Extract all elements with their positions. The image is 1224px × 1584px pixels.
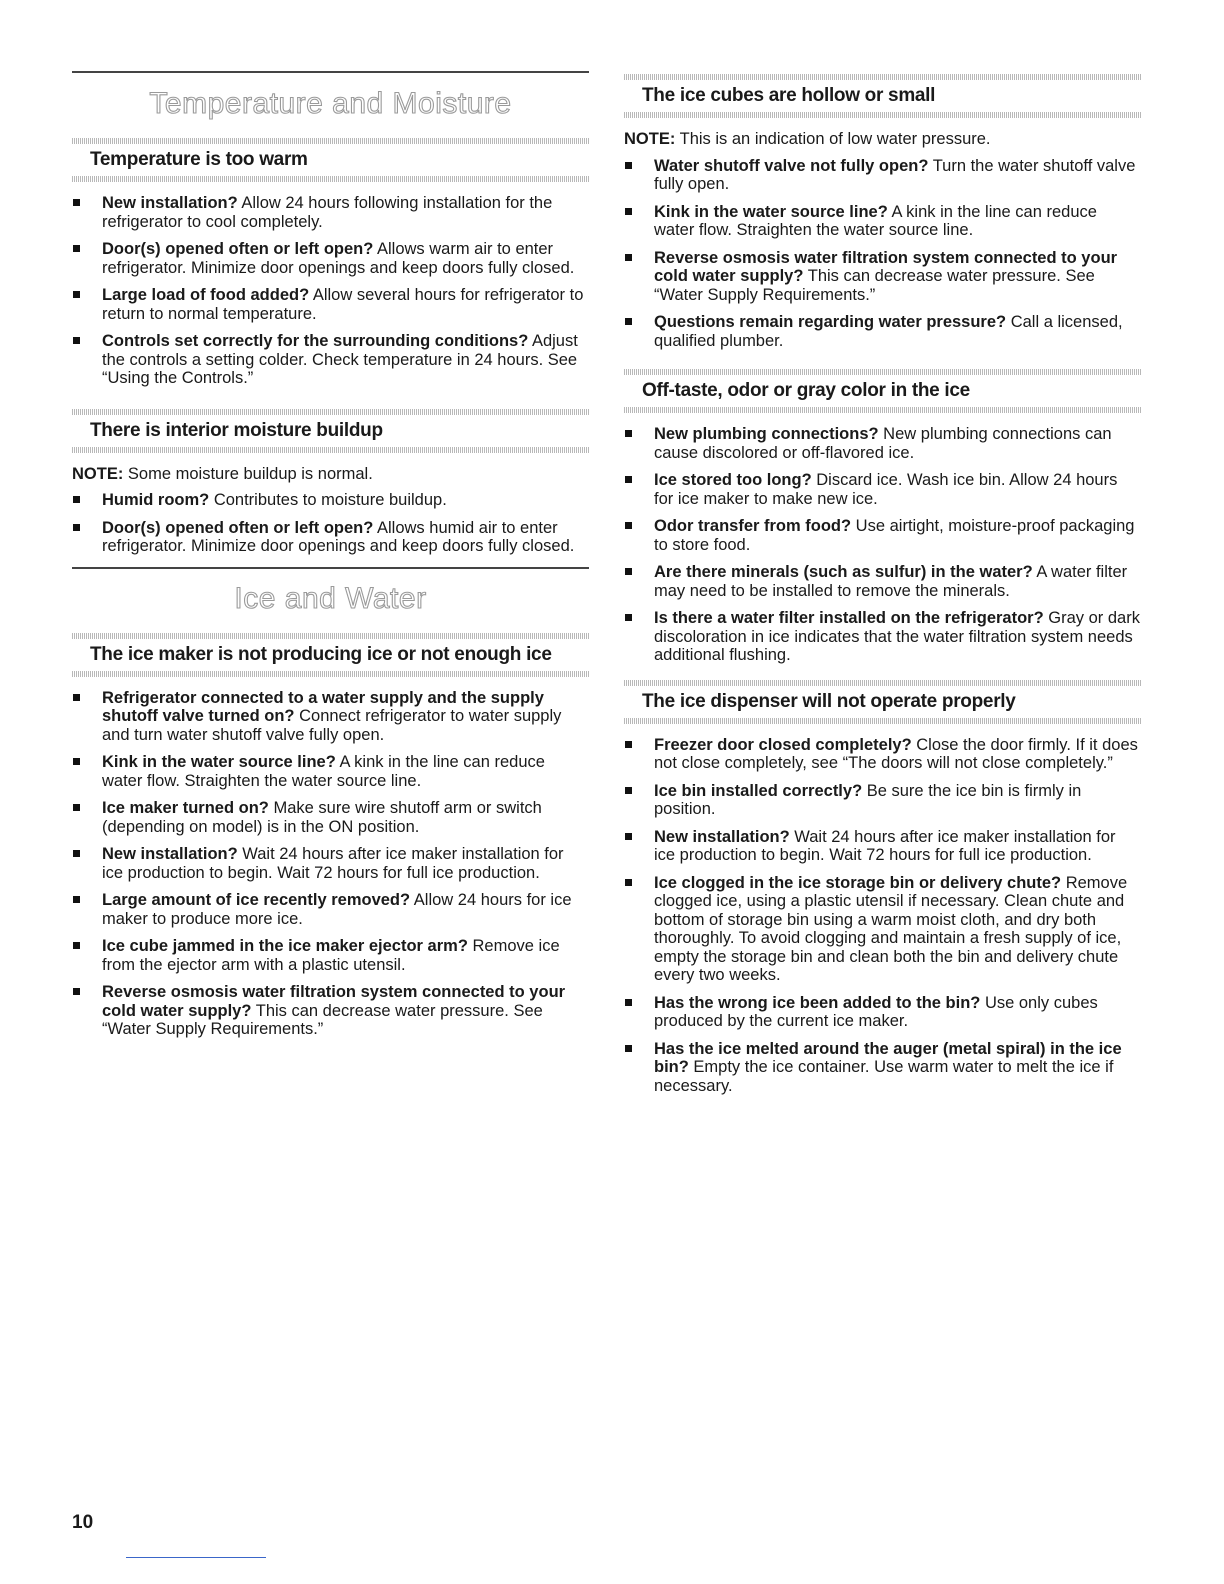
list-item [72, 519, 589, 556]
list-item [624, 609, 1141, 665]
item-answer: Turn the water shutoff valve fully open. [654, 156, 1136, 193]
item-answer: This can decrease water pressure. See “Water Supply Requirements.” [654, 267, 1095, 304]
note-label: NOTE: [624, 130, 676, 148]
square-bullet-icon [625, 879, 632, 886]
square-bullet-icon [73, 694, 80, 701]
item-answer: Discard ice. Wash ice bin. Allow 24 hours for ice maker to make new ice. [654, 471, 1118, 508]
list-item [72, 689, 589, 745]
item-question: Humid room? [102, 491, 210, 509]
section-title-ice-water: Ice and Water [234, 581, 427, 615]
too-warm-list [72, 194, 589, 388]
square-bullet-icon [73, 758, 80, 765]
item-question: Reverse osmosis water filtration system connected to your cold water supply? [654, 248, 1118, 285]
note-text: Some moisture buildup is normal. [123, 464, 373, 483]
list-item [624, 471, 1141, 508]
square-bullet-icon [73, 524, 80, 531]
item-question: New installation? [102, 845, 238, 863]
item-answer: Contributes to moisture buildup. [209, 491, 447, 509]
subsection-heading-hollow: The ice cubes are hollow or small [642, 85, 936, 106]
list-item [72, 240, 589, 277]
list-item [72, 753, 589, 790]
item-question: Freezer door closed completely? [654, 735, 912, 754]
item-question: New installation? [654, 827, 790, 846]
item-question: Kink in the water source line? [654, 202, 888, 221]
square-bullet-icon [73, 804, 80, 811]
list-item [72, 891, 589, 928]
item-answer: Gray or dark discoloration in ice indicates that the water filtration system needs additional flushing. [654, 609, 1140, 664]
square-bullet-icon [73, 942, 80, 949]
item-answer: Use airtight, moisture-proof packaging to store food. [654, 517, 1135, 554]
footer-line [126, 1557, 266, 1558]
list-item [624, 313, 1141, 350]
square-bullet-icon [625, 162, 632, 169]
note-text: This is an indication of low water pressure. [675, 130, 991, 148]
square-bullet-icon [625, 476, 632, 483]
list-item [624, 994, 1141, 1031]
list-item [72, 194, 589, 231]
list-item [72, 983, 589, 1039]
list-item [624, 874, 1141, 985]
list-item [624, 563, 1141, 600]
item-answer: Use only cubes produced by the current ice maker. [654, 993, 1098, 1030]
item-answer: A kink in the line can reduce water flow. Straighten the water source line. [654, 202, 1097, 239]
item-question: Refrigerator connected to a water supply and the supply shutoff valve turned on? [102, 688, 544, 725]
subsection-heading-not-producing: The ice maker is not producing ice or not enough ice [90, 643, 552, 665]
item-question: Has the wrong ice been added to the bin? [654, 993, 981, 1012]
subsection-heading-moisture: There is interior moisture buildup [90, 419, 383, 441]
square-bullet-icon [73, 199, 80, 206]
item-answer: Empty the ice container. Use warm water to melt the ice if necessary. [654, 1058, 1114, 1095]
subsection-heading-off-taste: Off-taste, odor or gray color in the ice [642, 380, 970, 401]
item-question: New plumbing connections? [654, 425, 879, 443]
list-item [624, 249, 1141, 305]
list-item [624, 1040, 1141, 1096]
moisture-list [72, 491, 589, 556]
list-item [624, 425, 1141, 462]
list-item [72, 491, 589, 510]
item-question: Ice stored too long? [654, 471, 812, 489]
moisture-note [72, 465, 589, 484]
item-answer: Remove ice from the ejector arm with a plastic utensil. [102, 937, 560, 974]
square-bullet-icon [73, 896, 80, 903]
square-bullet-icon [625, 741, 632, 748]
list-item [72, 332, 589, 388]
list-item [624, 517, 1141, 554]
item-question: Kink in the water source line? [102, 753, 336, 771]
item-answer: Wait 24 hours after ice maker installation for ice production to begin. Wait 72 hours for full ice production. [102, 845, 564, 882]
item-question: Large load of food added? [102, 286, 310, 304]
square-bullet-icon [73, 988, 80, 995]
list-item [72, 845, 589, 882]
item-question: Ice maker turned on? [102, 799, 269, 817]
item-answer: Allow several hours for refrigerator to return to normal temperature. [102, 286, 584, 323]
item-answer: A water filter may need to be installed to remove the minerals. [654, 563, 1128, 600]
item-question: Controls set correctly for the surrounding conditions? [102, 332, 529, 350]
item-question: Ice cube jammed in the ice maker ejector arm? [102, 937, 468, 955]
square-bullet-icon [625, 254, 632, 261]
square-bullet-icon [625, 833, 632, 840]
item-question: Has the ice melted around the auger (metal spiral) in the ice bin? [654, 1039, 1122, 1076]
item-question: Ice clogged in the ice storage bin or delivery chute? [654, 873, 1062, 892]
item-answer: Adjust the controls a setting colder. Check temperature in 24 hours. See “Using the Controls.” [102, 332, 578, 387]
note-label: NOTE: [72, 464, 124, 483]
item-answer: A kink in the line can reduce water flow. Straighten the water source line. [102, 753, 545, 790]
left-column [72, 0, 589, 1048]
item-question: Questions remain regarding water pressure? [654, 313, 1007, 331]
item-question: Are there minerals (such as sulfur) in the water? [654, 563, 1033, 581]
item-question: Ice bin installed correctly? [654, 781, 863, 800]
item-answer: This can decrease water pressure. See “Water Supply Requirements.” [102, 1001, 543, 1038]
square-bullet-icon [73, 337, 80, 344]
square-bullet-icon [73, 496, 80, 503]
hollow-list [624, 157, 1141, 351]
square-bullet-icon [73, 850, 80, 857]
item-answer: Call a licensed, qualified plumber. [654, 313, 1123, 350]
item-question: Odor transfer from food? [654, 517, 852, 535]
page-number: 10 [72, 1512, 94, 1533]
square-bullet-icon [625, 1045, 632, 1052]
item-question: Water shutoff valve not fully open? [654, 156, 929, 175]
list-item [624, 782, 1141, 819]
subsection-heading-dispenser: The ice dispenser will not operate properly [642, 690, 1016, 712]
item-answer: Allows warm air to enter refrigerator. Minimize door openings and keep doors fully closed. [102, 240, 575, 277]
item-answer: New plumbing connections can cause discolored or off-flavored ice. [654, 425, 1112, 462]
item-question: Door(s) opened often or left open? [102, 518, 374, 537]
item-answer: Close the door firmly. If it does not close completely, see “The doors will not close completely.” [654, 735, 1138, 772]
hollow-note [624, 130, 1141, 149]
item-answer: Be sure the ice bin is firmly in position. [654, 781, 1082, 818]
list-item [624, 736, 1141, 773]
off-taste-list [624, 425, 1141, 665]
list-item [72, 799, 589, 836]
item-question: Large amount of ice recently removed? [102, 891, 411, 909]
item-question: Is there a water filter installed on the refrigerator? [654, 609, 1044, 627]
not-producing-list [72, 689, 589, 1039]
list-item [72, 937, 589, 974]
item-answer: Allow 24 hours following installation for the refrigerator to cool completely. [102, 194, 553, 231]
item-question: New installation? [102, 194, 238, 212]
item-question: Door(s) opened often or left open? [102, 240, 374, 258]
item-answer: Connect refrigerator to water supply and turn water shutoff valve fully open. [102, 707, 562, 744]
subsection-heading-too-warm: Temperature is too warm [90, 149, 308, 170]
square-bullet-icon [625, 430, 632, 437]
item-answer: Wait 24 hours after ice maker installation for ice production to begin. Wait 72 hours for full ice production. [654, 827, 1116, 864]
dispenser-list [624, 736, 1141, 1096]
square-bullet-icon [625, 614, 632, 621]
list-item [624, 157, 1141, 194]
square-bullet-icon [625, 208, 632, 215]
right-column [624, 0, 1141, 1104]
list-item [624, 203, 1141, 240]
square-bullet-icon [625, 787, 632, 794]
square-bullet-icon [73, 245, 80, 252]
item-answer: Make sure wire shutoff arm or switch (depending on model) is in the ON position. [102, 799, 542, 836]
item-answer: Remove clogged ice, using a plastic utensil if necessary. Clean chute and bottom of storage bin using a warm moist cloth, and dry both thoroughly. To avoid clogging and maintain a fresh supply of ice, empty the storage bin and clean both the bin and delivery chute every two weeks. [654, 873, 1128, 984]
section-title-temperature: Temperature and Moisture [149, 87, 512, 120]
square-bullet-icon [625, 522, 632, 529]
list-item [624, 828, 1141, 865]
square-bullet-icon [625, 568, 632, 575]
square-bullet-icon [73, 291, 80, 298]
item-answer: Allow 24 hours for ice maker to produce more ice. [102, 891, 572, 928]
item-answer: Allows humid air to enter refrigerator. Minimize door openings and keep doors fully closed. [102, 518, 575, 555]
square-bullet-icon [625, 318, 632, 325]
list-item [72, 286, 589, 323]
item-question: Reverse osmosis water filtration system connected to your cold water supply? [102, 983, 566, 1020]
square-bullet-icon [625, 999, 632, 1006]
